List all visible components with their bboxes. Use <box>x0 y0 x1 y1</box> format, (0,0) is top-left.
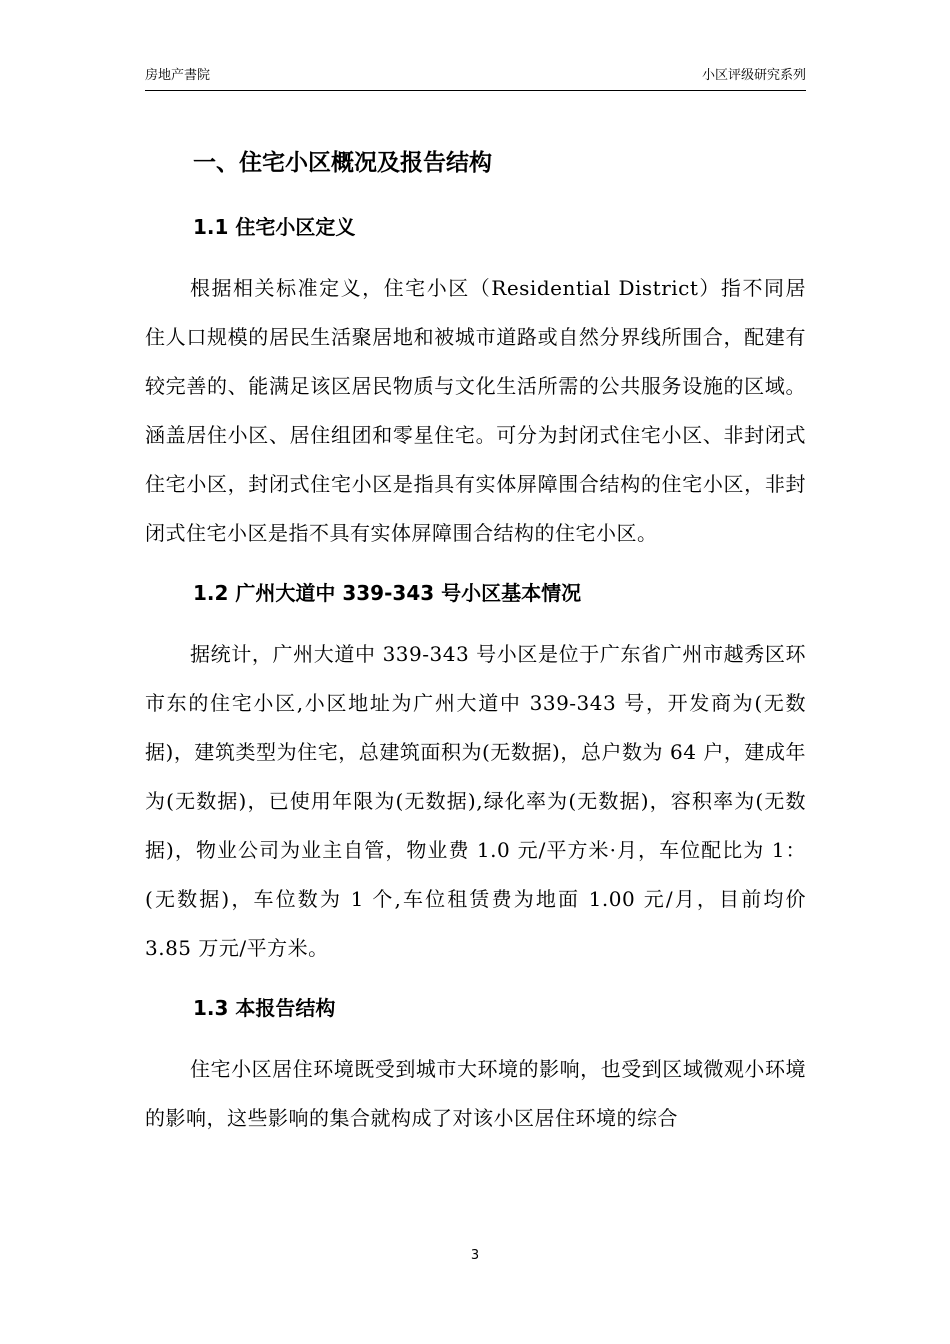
header-series-title: 小区评级研究系列 <box>701 68 806 83</box>
page-number: 3 <box>470 1248 480 1263</box>
section-paragraph-1-1: 根据相关标准定义，住宅小区（Residential District）指不同居住人口规模的居民生活聚居地和被城市道路或自然分界线所围合，配建有较完善的、能满足该区居民物质与文化生活所需的公共服务设施的区域。涵盖居住小区、居住组团和零星住宅。可分为封闭式住宅小区、非封闭式住宅小区，封闭式住宅小区是指具有实体屏障围合结构的住宅小区，非封闭式住宅小区是指不具有实体屏障围合结构的住宅小区。 <box>145 276 806 545</box>
section-heading-1-2: 1.2 广州大道中 339-343 号小区基本情况 <box>193 581 582 605</box>
header-publisher: 房地产書院 <box>145 68 211 83</box>
section-heading-1-3: 1.3 本报告结构 <box>193 996 336 1020</box>
header-divider <box>145 90 806 91</box>
section-paragraph-1-2: 据统计，广州大道中 339-343 号小区是位于广东省广州市越秀区环市东的住宅小区,小区地址为广州大道中 339-343 号，开发商为(无数据)，建筑类型为住宅，总建筑面积为(无数据)，总户数为 64 户，建成年为(无数据)，已使用年限为(无数据),绿化率为(无数据)，容积率为(无数据)，物业公司为业主自管，物业费 1.0 元/平方米·月，车位配比为 1：(无数据)，车位数为 1 个,车位租赁费为地面 1.00 元/月，目前均价 3.85 万元/平方米。 <box>145 642 806 960</box>
chapter-heading: 一、住宅小区概况及报告结构 <box>193 150 492 176</box>
section-paragraph-1-3: 住宅小区居住环境既受到城市大环境的影响，也受到区域微观小环境的影响，这些影响的集合就构成了对该小区居住环境的综合 <box>145 1057 806 1130</box>
page-content <box>145 138 806 1143</box>
section-heading-1-1: 1.1 住宅小区定义 <box>193 215 356 239</box>
page-header <box>145 66 806 90</box>
